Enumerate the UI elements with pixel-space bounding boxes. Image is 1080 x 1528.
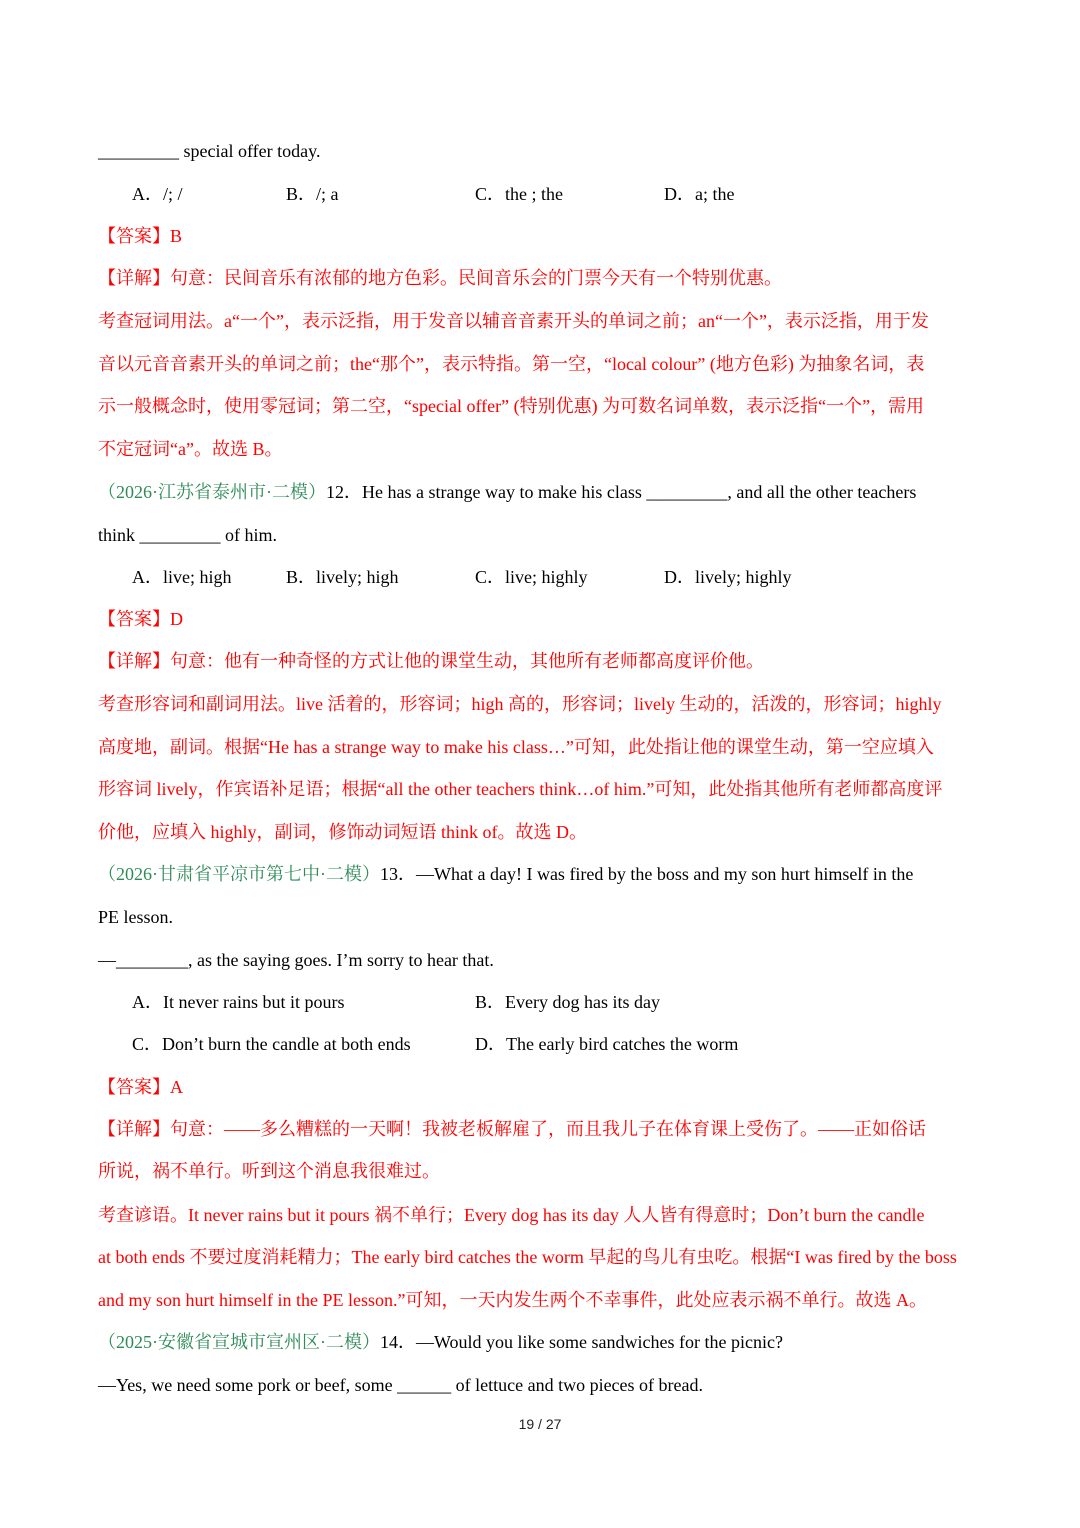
- q11-option-c: C．the ; the: [475, 184, 563, 204]
- q12-stem-line1: [98, 481, 916, 503]
- q12-stem-text: 12．He has a strange way to make his class _________, and all the other teachers: [326, 482, 917, 502]
- q14-stem-line1: [98, 1331, 783, 1353]
- q12-stem-line2: think _________ of him.: [98, 525, 277, 545]
- q11-option-d: D．a; the: [664, 184, 735, 204]
- q14-source: （2025·安徽省宣城市宣州区·二模）: [98, 1332, 380, 1352]
- q11-answer: 【答案】B: [98, 226, 183, 246]
- q13-option-b: B．Every dog has its day: [475, 992, 660, 1012]
- q14-stem-text: 14．—Would you like some sandwiches for the picnic?: [380, 1332, 783, 1352]
- q12-explain-line: 价他，应填入 highly，副词，修饰动词短语 think of。故选 D。: [98, 822, 587, 842]
- q11-explain-line: 示一般概念时，使用零冠词；第二空，“special offer” (特别优惠) 为可数名词单数，表示泛指“一个”，需用: [98, 396, 925, 416]
- q12-explain-line: 考查形容词和副词用法。live 活着的，形容词；high 高的，形容词；lively 生动的，活泼的，形容词；highly: [98, 694, 942, 714]
- q11-option-b: B．/; a: [286, 184, 339, 204]
- q12-option-c: C．live; highly: [475, 567, 588, 587]
- q14-stem-line2: —Yes, we need some pork or beef, some ______ of lettuce and two pieces of bread.: [98, 1375, 704, 1395]
- page-number: 19 / 27: [518, 1416, 562, 1432]
- q12-source: （2026·江苏省泰州市·二模）: [98, 482, 326, 502]
- q12-detail: 【详解】句意：他有一种奇怪的方式让他的课堂生动，其他所有老师都高度评价他。: [98, 651, 764, 671]
- q13-stem-line1: [98, 863, 913, 885]
- q11-explain-line: 不定冠词“a”。故选 B。: [98, 439, 283, 459]
- q13-stem-text: 13．—What a day! I was fired by the boss and my son hurt himself in the: [380, 864, 914, 884]
- q11-explain-line: 考查冠词用法。a“一个”，表示泛指，用于发音以辅音音素开头的单词之前；an“一个”，表示泛指，用于发: [98, 311, 929, 331]
- q11-detail: 【详解】句意：民间音乐有浓郁的地方色彩。民间音乐会的门票今天有一个特别优惠。: [98, 268, 782, 288]
- q13-stem-line3: —________, as the saying goes. I’m sorry to hear that.: [98, 950, 494, 970]
- q13-detail-line1: 【详解】句意：——多么糟糕的一天啊！我被老板解雇了，而且我儿子在体育课上受伤了。——正如俗话: [98, 1119, 926, 1139]
- q13-explain-line: 考查谚语。It never rains but it pours 祸不单行；Every dog has its day 人人皆有得意时；Don’t burn the candle: [98, 1205, 925, 1225]
- q13-source: （2026·甘肃省平凉市第七中·二模）: [98, 864, 380, 884]
- q12-explain-line: 形容词 lively，作宾语补足语；根据“all the other teachers think…of him.”可知，此处指其他所有老师都高度评: [98, 779, 943, 799]
- q13-explain-line: at both ends 不要过度消耗精力；The early bird catches the worm 早起的鸟儿有虫吃。根据“I was fired by the boss: [98, 1247, 957, 1267]
- q12-option-b: B．lively; high: [286, 567, 399, 587]
- q13-answer: 【答案】A: [98, 1077, 183, 1097]
- q11-stem: _________ special offer today.: [98, 141, 321, 161]
- q13-option-c: C．Don’t burn the candle at both ends: [132, 1034, 411, 1054]
- q13-option-a: A．It never rains but it pours: [132, 992, 345, 1012]
- q13-detail-line2: 所说，祸不单行。听到这个消息我很难过。: [98, 1161, 440, 1181]
- q12-option-a: A．live; high: [132, 567, 232, 587]
- q13-stem-line2: PE lesson.: [98, 907, 174, 927]
- q12-answer: 【答案】D: [98, 609, 183, 629]
- q12-explain-line: 高度地，副词。根据“He has a strange way to make his class…”可知，此处指让他的课堂生动，第一空应填入: [98, 737, 934, 757]
- q11-explain-line: 音以元音音素开头的单词之前；the“那个”，表示特指。第一空，“local colour” (地方色彩) 为抽象名词，表: [98, 354, 925, 374]
- q11-option-a: A．/; /: [132, 184, 183, 204]
- q13-option-d: D．The early bird catches the worm: [475, 1034, 739, 1054]
- q13-explain-line: and my son hurt himself in the PE lesson.”可知，一天内发生两个不幸事件，此处应表示祸不单行。故选 A。: [98, 1290, 927, 1310]
- q12-option-d: D．lively; highly: [664, 567, 792, 587]
